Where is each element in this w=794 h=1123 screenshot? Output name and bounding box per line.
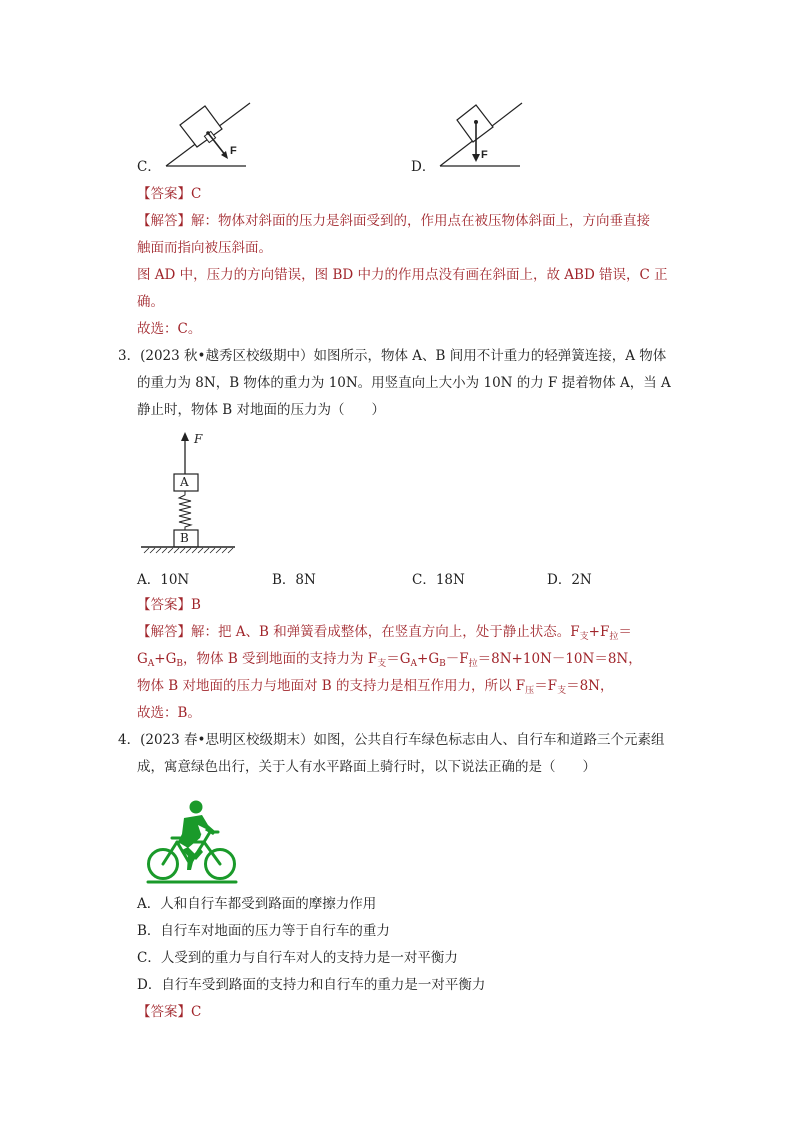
green-bicycle-logo-icon	[144, 798, 240, 884]
figure-option-c	[160, 95, 260, 175]
q4-option-c: C．人受到的重力与自行车对人的支持力是一对平衡力	[137, 950, 458, 966]
q2-analysis-line4: 确。	[137, 294, 164, 310]
q2-analysis-line3: 图 AD 中，压力的方向错误，图 BD 中力的作用点没有画在斜面上，故 ABD 错误，C 正	[137, 267, 668, 283]
figure-option-d	[430, 95, 530, 175]
q3-conclusion: 故选：B。	[137, 705, 201, 721]
q3-option-a: A．10N	[137, 572, 190, 588]
answer-tag: 【答案】	[137, 186, 191, 202]
q2-analysis-line2: 触面而指向被压斜面。	[137, 240, 272, 256]
q2-answer	[137, 184, 201, 204]
fig-block-b-label: B	[180, 531, 189, 545]
q3-option-c: C．18N	[412, 572, 465, 588]
q3-stem-line3: 静止时，物体 B 对地面的压力为（ ）	[137, 402, 386, 418]
q2-conclusion: 故选：C。	[137, 321, 202, 337]
q3-answer: 【答案】B	[137, 597, 201, 613]
option-d-label: D．	[411, 159, 436, 175]
option-c-label: C．	[137, 159, 161, 175]
q3-stem-line1: 3．(2023 秋•越秀区校级期中）如图所示，物体 A、B 间用不计重力的轻弹簧连接，A 物体	[118, 348, 667, 364]
force-label-d: F	[481, 149, 488, 161]
q3-analysis-line3: 物体 B 对地面的压力与地面对 B 的支持力是相互作用力，所以 $F_压=F_支=8N$，	[137, 678, 614, 696]
analysis-tag: 【解答】	[137, 213, 191, 229]
q4-answer: 【答案】C	[137, 1004, 202, 1020]
q3-option-b: B．8N	[272, 572, 316, 588]
q2-analysis-line1: 【解答】解：物体对斜面的压力是斜面受到的，作用点在被压物体斜面上，方向垂直接	[137, 213, 650, 229]
q4-stem-line2: 成，寓意绿色出行，关于人有水平路面上骑行时，以下说法正确的是（ ）	[137, 759, 596, 775]
q4-option-a: A．人和自行车都受到路面的摩擦力作用	[137, 896, 377, 912]
q3-option-d: D．2N	[547, 572, 592, 588]
q3-analysis-line1: 【解答】解：把 A、B 和弹簧看成整体，在竖直方向上，处于静止状态。$F_支+F_拉=$	[137, 624, 632, 642]
force-label-c: F	[230, 145, 237, 157]
fig-force-label: F	[194, 432, 203, 446]
fig-block-a-label: A	[180, 475, 189, 489]
q3-stem-line2: 的重力为 8N，B 物体的重力为 10N。用竖直向上大小为 10N 的力 F 提着物体 A，当 A	[137, 375, 671, 391]
answer-value: C	[191, 186, 202, 202]
q4-option-d: D．自行车受到路面的支持力和自行车的重力是一对平衡力	[137, 977, 486, 993]
q4-stem-line1: 4．(2023 春•思明区校级期末）如图，公共自行车绿色标志由人、自行车和道路三个元素组	[118, 732, 665, 748]
q4-option-b: B．自行车对地面的压力等于自行车的重力	[137, 923, 390, 939]
q3-analysis-line2: $G_A+G_B$，物体 B 受到地面的支持力为 $F_支=G_A+G_B-F_拉=8N+10N-10N=8N$，	[137, 651, 642, 669]
